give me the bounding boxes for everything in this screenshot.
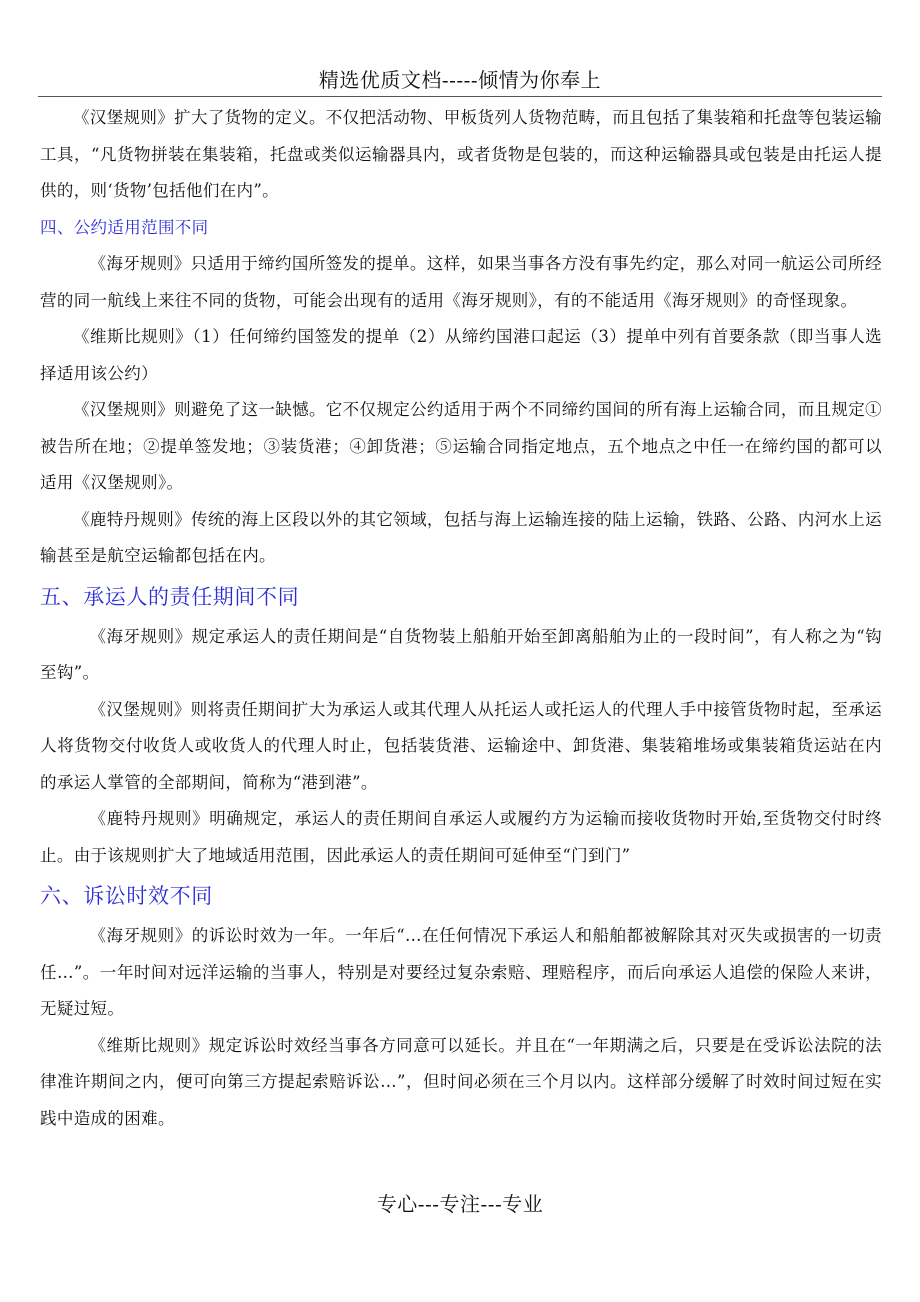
paragraph-hamburg-goods-definition: 《汉堡规则》扩大了货物的定义。不仅把活动物、甲板货列人货物范畴，而且包括了集装箱和托盘等包装运输工具，“凡货物拼装在集装箱，托盘或类似运输器具内，或者货物是包装的，而这种运输器具或包装是由托运人提供的，则‘货物’包括他们在内”。 (40, 108, 882, 200)
paragraph-hamburg-liability: 《汉堡规则》则将责任期间扩大为承运人或其代理人从托运人或托运人的代理人手中接管货物时起，至承运人将货物交付收货人或收货人的代理人时止，包括装货港、运输途中、卸货港、集装箱堆场或集装箱货运站在内的承运人掌管的全部期间，简称为“港到港”。 (40, 699, 882, 792)
section-heading-liability-period: 五、承运人的责任期间不同 (40, 584, 300, 609)
paragraph-hamburg-scope: 《汉堡规则》则避免了这一缺憾。它不仅规定公约适用于两个不同缔约国间的所有海上运输合同，而且规定①被告所在地；②提单签发地；③装货港；④卸货港；⑤运输合同指定地点，五个地点之中任一在缔约国的都可以适用《汉堡规则》。 (40, 400, 882, 492)
paragraph-visby-time-limit: 《维斯比规则》规定诉讼时效经当事各方同意可以延长。并且在“一年期满之后，只要是在受诉讼法院的法律准许期间之内，便可向第三方提起索赔诉讼…”，但时间必须在三个月以内。这样部分缓解了时效时间过短在实践中造成的困难。 (40, 1035, 882, 1128)
document-body (40, 100, 882, 1137)
paragraph-hague-liability: 《海牙规则》规定承运人的责任期间是“自货物装上船舶开始至卸离船舶为止的一段时间”，有人称之为“钩至钩”。 (40, 626, 882, 682)
paragraph-hague-time-limit: 《海牙规则》的诉讼时效为一年。一年后“…在任何情况下承运人和船舶都被解除其对灭失或损害的一切责任…”。一年时间对远洋运输的当事人，特别是对要经过复杂索赔、理赔程序，而后向承运人追偿的保险人来讲，无疑过短。 (40, 926, 882, 1018)
paragraph-rotterdam-liability: 《鹿特丹规则》明确规定，承运人的责任期间自承运人或履约方为运输而接收货物时开始,至货物交付时终止。由于该规则扩大了地域适用范围，因此承运人的责任期间可延伸至“门到门” (40, 809, 882, 865)
page-footer: 专心---专注---专业 (376, 1192, 544, 1216)
header-divider (38, 96, 882, 97)
paragraph-hague-scope: 《海牙规则》只适用于缔约国所签发的提单。这样，如果当事各方没有事先约定，那么对同一航运公司所经营的同一航线上来往不同的货物，可能会出现有的适用《海牙规则》，有的不能适用《海牙规则》的奇怪现象。 (40, 254, 882, 310)
paragraph-visby-scope: 《维斯比规则》（1）任何缔约国签发的提单（2）从缔约国港口起运（3）提单中列有首要条款（即当事人选择适用该公约） (40, 327, 882, 383)
section-heading-time-limit: 六、诉讼时效不同 (40, 884, 213, 908)
paragraph-rotterdam-scope: 《鹿特丹规则》传统的海上区段以外的其它领域，包括与海上运输连接的陆上运输，铁路、公路、内河水上运输甚至是航空运输都包括在内。 (40, 509, 882, 565)
page-header: 精选优质文档-----倾情为你奉上 (318, 68, 602, 92)
section-heading-scope: 四、公约适用范围不同 (40, 217, 209, 237)
